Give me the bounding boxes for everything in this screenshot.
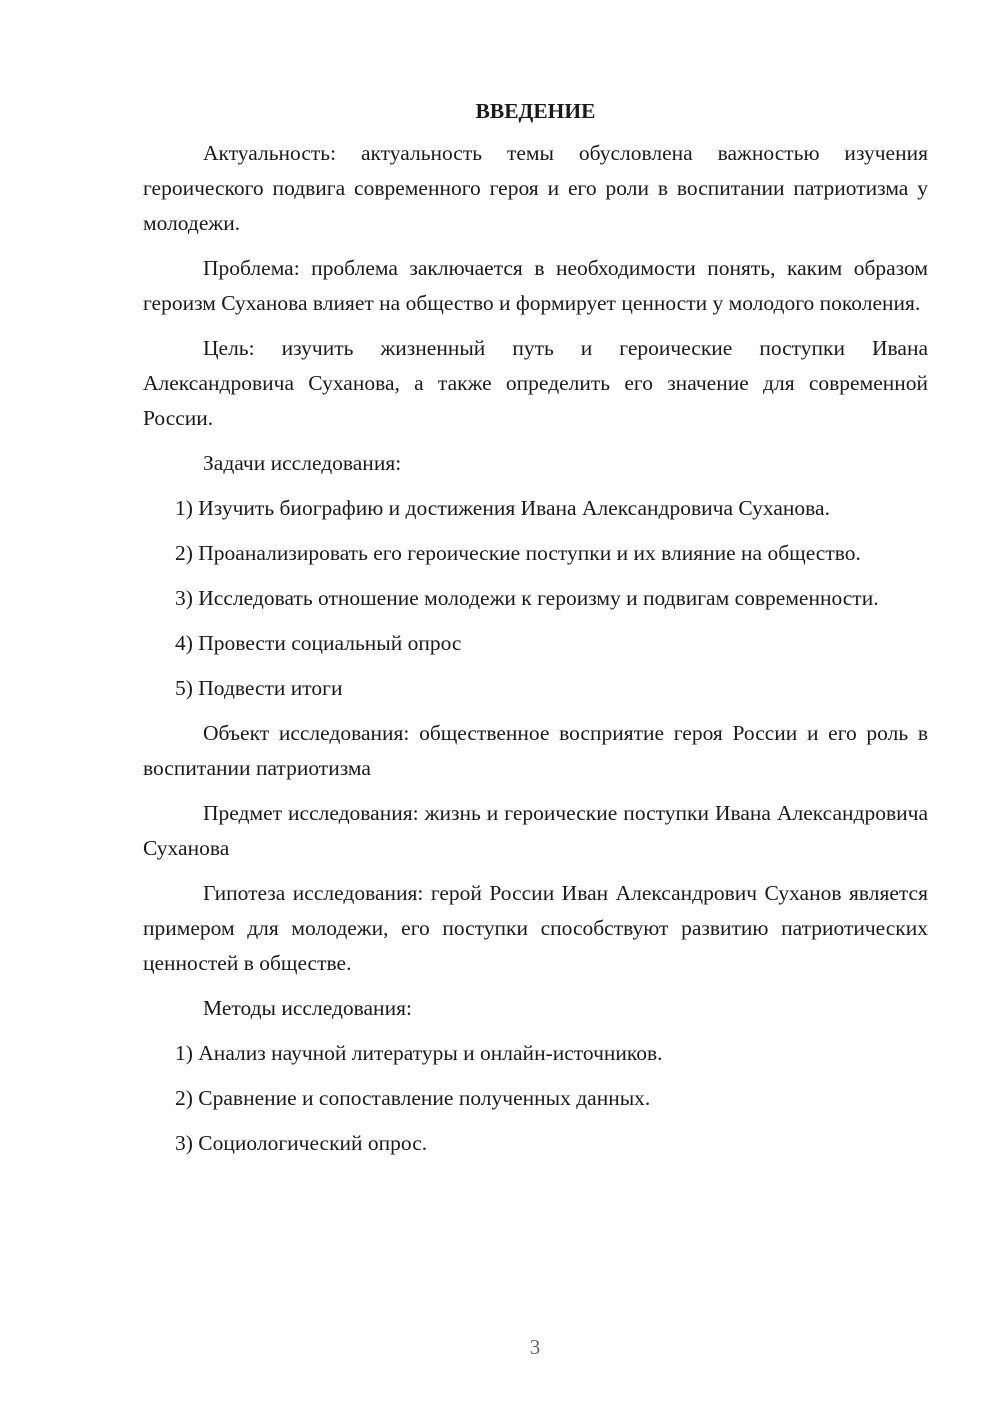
method-item: 2) Сравнение и сопоставление полученных данных. [175, 1086, 651, 1110]
methods-heading: Методы исследования: [203, 996, 412, 1020]
paragraph-problem: Проблема: проблема заключается в необходимости понять, каким образом героизм Суханова влияет на общество и формирует ценности у молодого поколения. [143, 256, 928, 315]
method-item: 3) Социологический опрос. [175, 1131, 428, 1155]
paragraph-goal: Цель: изучить жизненный путь и героические поступки Ивана Александровича Суханова, а также определить его значение для современной России. [143, 336, 928, 430]
task-item: 4) Провести социальный опрос [175, 631, 462, 655]
paragraph-object: Объект исследования: общественное восприятие героя России и его роль в воспитании патриотизма [143, 721, 928, 780]
task-item: 2) Проанализировать его героические поступки и их влияние на общество. [175, 541, 861, 565]
paragraph-hypothesis: Гипотеза исследования: герой России Иван Александрович Суханов является примером для молодежи, его поступки способствуют развитию патриотических ценностей в обществе. [143, 881, 928, 975]
task-item: 1) Изучить биографию и достижения Ивана Александровича Суханова. [175, 496, 830, 520]
page-number: 3 [529, 1335, 541, 1359]
paragraph-relevance: Актуальность: актуальность темы обусловлена важностью изучения героического подвига современного героя и его роли в воспитании патриотизма у молодежи. [143, 141, 928, 235]
document-body [143, 96, 928, 1171]
task-item: 5) Подвести итоги [175, 676, 343, 700]
task-item: 3) Исследовать отношение молодежи к героизму и подвигам современности. [175, 586, 879, 610]
paragraph-subject: Предмет исследования: жизнь и героические поступки Ивана Александровича Суханова [143, 801, 928, 860]
tasks-heading: Задачи исследования: [203, 451, 402, 475]
method-item: 1) Анализ научной литературы и онлайн-источников. [175, 1041, 663, 1065]
page-title: ВВЕДЕНИЕ [475, 99, 596, 123]
